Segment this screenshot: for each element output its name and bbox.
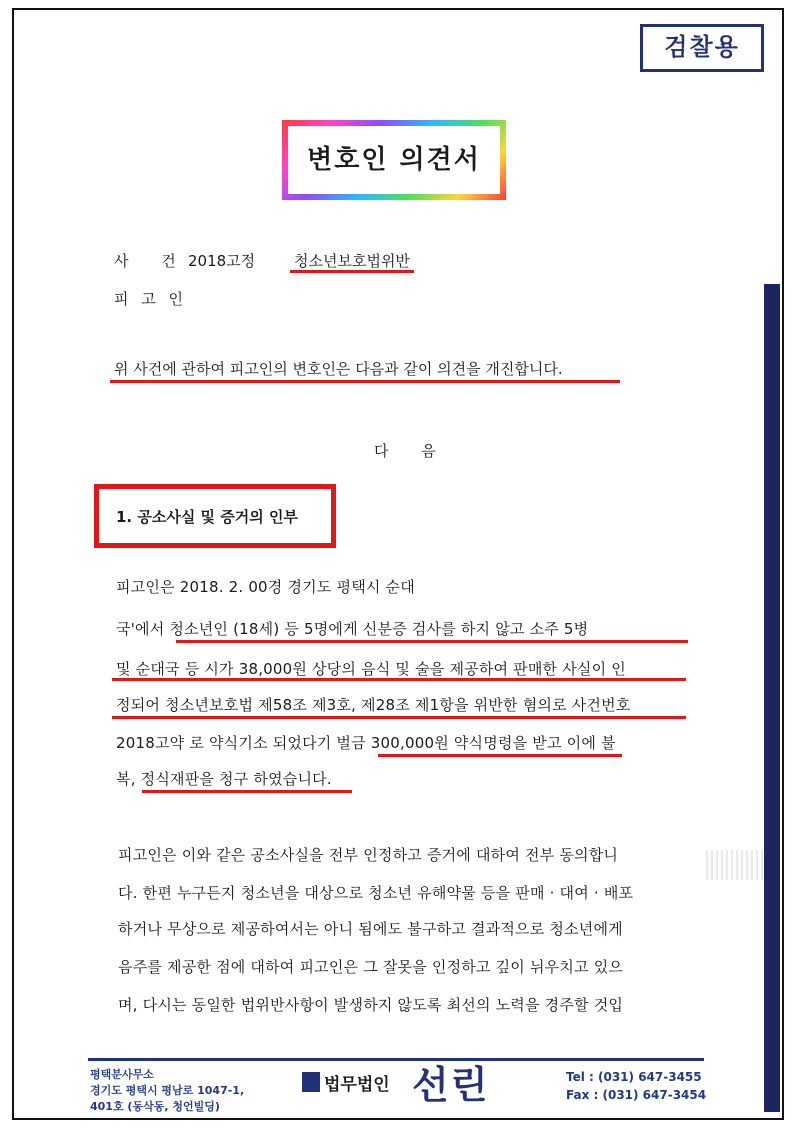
footer-address-line: 경기도 평택시 평남로 1047-1, xyxy=(90,1084,245,1097)
case-label: 사 건 xyxy=(114,252,190,270)
footer-address-line: 401호 (동삭동, 청언빌딩) xyxy=(90,1100,220,1113)
footer-rule xyxy=(88,1058,704,1061)
para1-line: 국'에서 청소년인 (18세) 등 5명에게 신분증 검사를 하지 않고 소주 5병 xyxy=(116,620,589,638)
para1-underline xyxy=(378,754,622,757)
defendant-label: 피 고 인 xyxy=(114,290,188,308)
case-number: 2018고정 xyxy=(188,252,256,270)
document-title: 변호인 의견서 xyxy=(307,145,481,175)
para1-underline xyxy=(112,678,686,681)
para1-underline xyxy=(112,716,686,719)
section1-heading: 1. 공소사실 및 증거의 인부 xyxy=(116,508,298,526)
footer-fax: Fax : (031) 647-3454 xyxy=(566,1088,707,1102)
case-name: 청소년보호법위반 xyxy=(294,252,410,270)
para1-line: 피고인은 2018. 2. 00경 경기도 평택시 순대 xyxy=(116,578,415,596)
firm-name: 선린 xyxy=(412,1063,490,1107)
para2-line: 며, 다시는 동일한 법위반사항이 발생하지 않도록 최선의 노력을 경주할 것입 xyxy=(118,996,624,1014)
prosecution-copy-stamp: 검찰용 xyxy=(640,24,764,72)
scan-noise xyxy=(706,850,764,880)
para2-line: 하거나 무상으로 제공하여서는 아니 됨에도 불구하고 결과적으로 청소년에게 xyxy=(118,920,623,938)
intro-underline xyxy=(110,380,620,383)
para1-line: 복, 정식재판을 청구 하였습니다. xyxy=(116,770,332,788)
para2-line: 음주를 제공한 점에 대하여 피고인은 그 잘못을 인정하고 깊이 뉘우치고 있으 xyxy=(118,958,624,976)
intro-sentence: 위 사건에 관하여 피고인의 변호인은 다음과 같이 의견을 개진합니다. xyxy=(114,360,563,378)
margin-scan-bar xyxy=(764,284,780,1112)
para2-line: 다. 한편 누구든지 청소년을 대상으로 청소년 유해약물 등을 판매 · 대여 · 배포 xyxy=(118,884,634,902)
para1-line: 정되어 청소년보호법 제58조 제3호, 제28조 제1항을 위반한 혐의로 사건번호 xyxy=(116,696,631,714)
para1-line: 2018고약 로 약식기소 되었다기 벌금 300,000원 약식명령을 받고 이에 불 xyxy=(116,734,616,752)
para1-underline xyxy=(142,790,352,793)
case-name-underline xyxy=(290,270,414,273)
footer-office-name: 평택분사무소 xyxy=(90,1068,154,1081)
firm-name-prefix: 법무법인 xyxy=(324,1075,390,1095)
para1-line: 및 순대국 등 시가 38,000원 상당의 음식 및 술을 제공하여 판매한 사실이 인 xyxy=(116,660,626,678)
firm-logo-icon xyxy=(302,1072,320,1092)
para1-underline xyxy=(176,640,688,643)
para2-line: 피고인은 이와 같은 공소사실을 전부 인정하고 증거에 대하여 전부 동의합니 xyxy=(118,846,619,864)
next-heading: 다 음 xyxy=(374,442,450,460)
footer-tel: Tel : (031) 647-3455 xyxy=(566,1070,702,1084)
